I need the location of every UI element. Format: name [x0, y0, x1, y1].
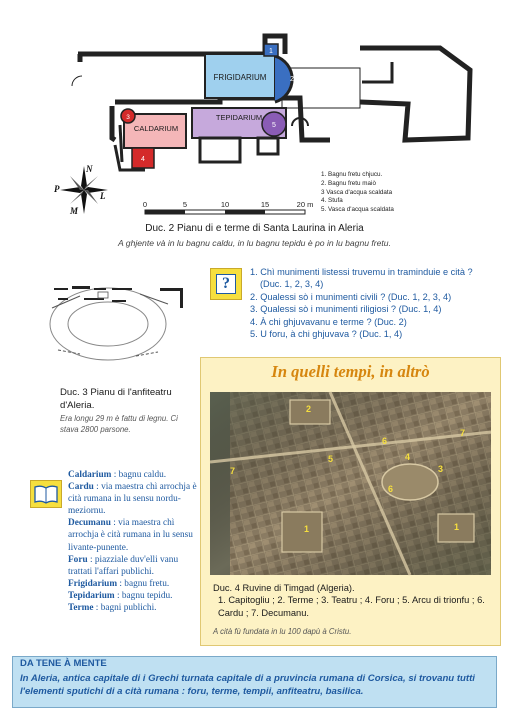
legend-item: 2. Bagnu fretu maiò: [321, 179, 376, 187]
photo-marker-1b: 1: [454, 522, 460, 532]
glossary-def: : bagni publichi.: [93, 603, 157, 614]
baths-plan: [54, 30, 480, 220]
photo-marker-1a: 1: [304, 524, 310, 534]
remember-heading: DA TENE À MENTE: [20, 658, 107, 669]
glossary-entry: [68, 602, 203, 614]
glossary-def: : via maestra chì arrochja è cità rumana in lu sensu livante-punente.: [68, 518, 193, 553]
scale-label-15: 15: [260, 200, 270, 209]
glossary-def: : via maestra chì arrochja è cità rumana in lu sensu nordu-meziornu.: [68, 482, 197, 517]
question-item: 1. Chì munimenti listessi truvemu in traminduie e cità ?: [250, 267, 473, 277]
book-icon: [30, 480, 62, 508]
plan-caption-subtitle: A ghjente và in lu bagnu caldu, in lu bagnu tepidu è po in lu bagnu fretu.: [118, 238, 391, 248]
photo-marker-4: 4: [405, 452, 411, 462]
timgad-caption: [213, 582, 498, 619]
glossary: [68, 469, 203, 614]
glossary-entry: [68, 554, 203, 578]
plan-legend: [321, 171, 394, 215]
questions-list: [250, 266, 500, 340]
compass-n: N: [86, 164, 93, 174]
glossary-def: : piazziale duv'elli vanu trattati l'affari publichi.: [68, 554, 179, 577]
legend-item: 1. Bagnu fretu chjucu.: [321, 171, 383, 178]
glossary-term: Caldarium: [68, 470, 112, 480]
glossary-term: Decumanu: [68, 518, 111, 529]
amphitheatre-caption-subtitle: Era longu 29 m è fattu di legnu. Ci stava 2800 parsone.: [60, 414, 178, 434]
photo-marker-7a: 7: [460, 428, 466, 438]
timgad-caption-subtitle: A cità fù fundata in lu 100 dapù à Cristu.: [213, 627, 352, 636]
photo-marker-5: 5: [328, 454, 334, 464]
scale-label-0: 0: [142, 200, 148, 209]
compass-rose: [60, 166, 108, 214]
timgad-caption-list: 1. Capitogliu ; 2. Terme ; 3. Teatru ; 4. Foru ; 5. Arcu di trionfu ; 6. Cardu ; 7. Decumanu.: [218, 595, 485, 618]
glossary-term: Cardu: [68, 482, 94, 493]
compass-l: L: [100, 191, 106, 201]
glossary-def: : bagnu caldu.: [111, 470, 167, 480]
photo-marker-2: 2: [306, 404, 312, 414]
marker-5: 5: [272, 122, 276, 129]
legend-item: 4. Stufa: [321, 197, 343, 205]
timgad-caption-title: Duc. 4 Ruvine di Timgad (Algeria).: [213, 583, 355, 593]
legend-item: 5. Vasca d'acqua scaldata: [321, 206, 394, 214]
glossary-term: Frigidarium: [68, 578, 118, 589]
frigidarium-label: FRIGIDARIUM: [213, 73, 267, 82]
scale-label-10: 10: [220, 200, 230, 209]
question-item: 3. Qualessi sò i munimenti riligiosi ? (Duc. 1, 4): [250, 304, 442, 315]
marker-3: 3: [126, 114, 130, 121]
glossary-term: Foru: [68, 554, 88, 565]
photo-marker-7b: 7: [230, 466, 236, 476]
amphitheatre-caption-title: Duc. 3 Pianu di l'anfiteatru d'Aleria.: [60, 387, 172, 411]
question-icon: [210, 268, 242, 300]
glossary-term: Tepidarium: [68, 590, 115, 601]
glossary-entry: [68, 481, 203, 517]
glossary-entry: [68, 578, 203, 590]
scale-label-20: 20 m: [296, 200, 314, 209]
marker-1: 1: [269, 48, 273, 55]
legend-item: 3 Vasca d'acqua scaldata: [321, 188, 393, 196]
glossary-entry: [68, 590, 203, 602]
photo-marker-6b: 6: [388, 484, 394, 494]
photo-marker-6: 6: [382, 436, 388, 446]
question-item: 2. Qualessi sò i munimenti civili ? (Duc. 1, 2, 3, 4): [250, 291, 452, 302]
marker-4: 4: [141, 156, 145, 163]
amphitheatre-plan: [40, 258, 195, 378]
scale-label-5: 5: [182, 200, 188, 209]
scale-bar: [145, 210, 305, 214]
tepidarium-label: TEPIDARIUM: [215, 113, 263, 122]
plan-caption-title: Duc. 2 Pianu di e terme di Santa Laurina in Aleria: [145, 223, 364, 234]
photo-marker-3: 3: [438, 464, 444, 474]
compass-p: P: [54, 184, 60, 194]
glossary-def: : bagnu tepidu.: [114, 590, 173, 601]
glossary-entry: [68, 517, 203, 553]
glossary-entry: [68, 469, 203, 481]
caldarium-label: CALDARIUM: [133, 124, 179, 133]
timgad-aerial-photo: [210, 392, 491, 575]
glossary-def: : bagnu fretu.: [117, 578, 170, 589]
timgad-panel-title: In quelli tempi, in altrò: [271, 362, 430, 381]
question-item: 4. À chi ghjuvavanu e terme ? (Duc. 2): [250, 316, 407, 327]
compass-m: M: [70, 206, 79, 216]
remember-text: In Aleria, antica capitale di i Grechi turnata capitale di a pruvincia rumana di Corsica, si trovanu tutti l'elementi sputichi di a cità rumana : foru, terme, tempii, anfiteatru, basilica.: [20, 673, 475, 697]
question-glyph: ?: [216, 274, 236, 294]
glossary-term: Terme: [68, 603, 94, 614]
marker-2: 2: [290, 76, 294, 83]
question-item: (Duc. 1, 2, 3, 4): [260, 279, 324, 290]
question-item: 5. U foru, à chi ghjuvava ? (Duc. 1, 4): [250, 329, 403, 340]
